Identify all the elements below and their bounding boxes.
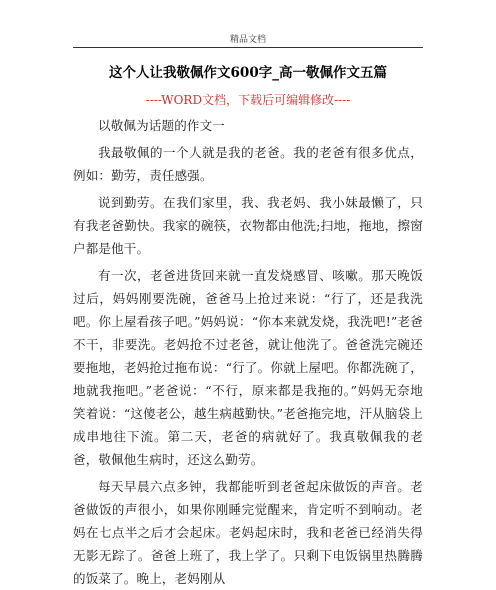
page-header-label: 精品文档	[229, 35, 266, 45]
document-body	[73, 114, 423, 590]
document-title: 这个人让我敬佩作文600字_高一敬佩作文五篇	[109, 65, 387, 81]
document-subtitle: ----WORD文档，下载后可编辑修改----	[145, 93, 351, 107]
paragraph-topic: 以敬佩为话题的作文一	[98, 118, 226, 133]
header-divider	[73, 47, 423, 48]
paragraph: 我最敬佩的一个人就是我的老爸。我的老爸有很多优点，例如：勤劳，责任感强。	[73, 145, 423, 183]
paragraph: 每天早晨六点多钟，我都能听到老爸起床做饭的声音。老爸做饭的声很小，如果你刚睡完觉醒来，肯定听不到响动。老妈在七点半之后才会起床。老妈起床时，我和老爸已经消失得无影无踪了。爸爸上班了，我上学了。只剩下电饭锅里热腾腾的饭菜了。晚上，老妈刚从	[73, 479, 423, 586]
paragraph: 说到勤劳。在我们家里，我、我老妈、我小妹最懒了，只有我老爸勤快。我家的碗筷，衣物都由他洗;扫地，拖地，擦窗户都是他干。	[73, 195, 423, 256]
paragraph: 有一次，老爸进货回来就一直发烧感冒、咳嗽。那天晚饭过后，妈妈刚要洗碗，爸爸马上抢过来说：“行了，还是我洗吧。你上屋看孩子吧。”妈妈说：“你本来就发烧，我洗吧!”老爸不干，非要洗。老妈抢不过老爸，就让他洗了。爸爸洗完碗还要拖地，老妈抢过拖布说：“行了。你就上屋吧。你都洗碗了，地就我拖吧。”老爸说：“不行，原来都是我拖的。”妈妈无奈地笑着说：“这傻老公，越生病越勤快。”老爸拖完地，汗从脑袋上成串地往下流。第二天，老爸的病就好了。我真敬佩我的老爸，敬佩他生病时，还这么勤劳。	[73, 268, 423, 467]
